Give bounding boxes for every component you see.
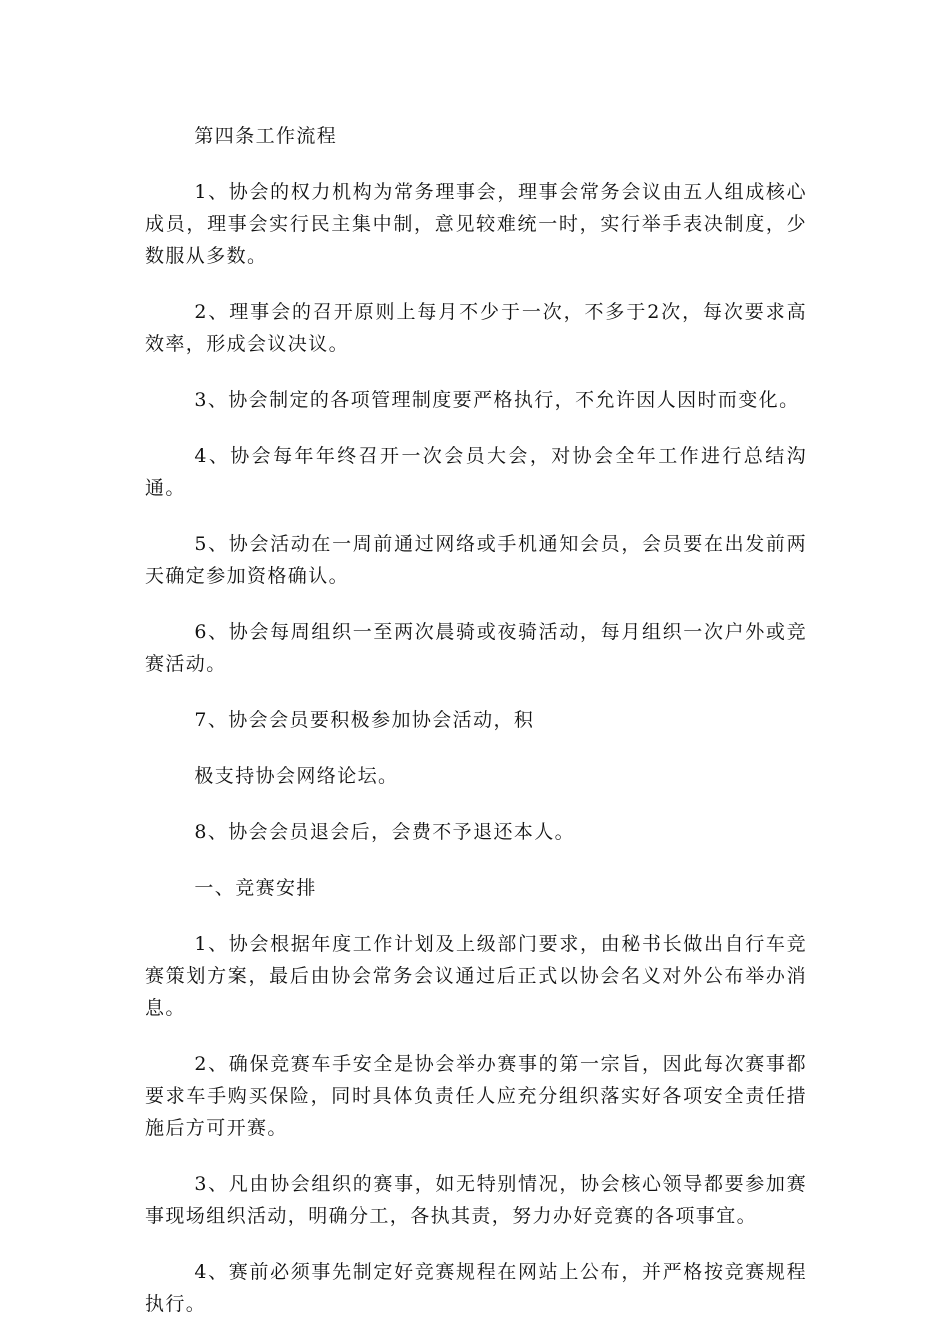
paragraph-workflow-4: 4、协会每年年终召开一次会员大会，对协会全年工作进行总结沟通。 xyxy=(145,445,807,499)
paragraph-workflow-2: 2、理事会的召开原则上每月不少于一次，不多于2次，每次要求高效率，形成会议决议。 xyxy=(145,301,807,355)
paragraph-competition-1: 1、协会根据年度工作计划及上级部门要求，由秘书长做出自行车竞赛策划方案，最后由协会常务会议通过后正式以协会名义对外公布举办消息。 xyxy=(145,933,807,1019)
section-heading-competition: 一、竞赛安排 xyxy=(194,877,317,899)
paragraph-workflow-8: 8、协会会员退会后，会费不予退还本人。 xyxy=(194,821,576,843)
document-body xyxy=(145,120,807,1344)
paragraph-workflow-7a: 7、协会会员要积极参加协会活动，积 xyxy=(194,709,535,731)
paragraph-workflow-5: 5、协会活动在一周前通过网络或手机通知会员，会员要在出发前两天确定参加资格确认。 xyxy=(145,533,807,587)
paragraph-competition-2: 2、确保竞赛车手安全是协会举办赛事的第一宗旨，因此每次赛事都要求车手购买保险，同时具体负责任人应充分组织落实好各项安全责任措施后方可开赛。 xyxy=(145,1053,807,1139)
paragraph-workflow-6: 6、协会每周组织一至两次晨骑或夜骑活动，每月组织一次户外或竞赛活动。 xyxy=(145,621,807,675)
paragraph-competition-4: 4、赛前必须事先制定好竞赛规程在网站上公布，并严格按竞赛规程执行。 xyxy=(145,1261,807,1315)
paragraph-workflow-7b: 极支持协会网络论坛。 xyxy=(194,765,399,787)
paragraph-workflow-1: 1、协会的权力机构为常务理事会，理事会常务会议由五人组成核心成员，理事会实行民主集中制，意见较难统一时，实行举手表决制度，少数服从多数。 xyxy=(145,181,807,267)
paragraph-workflow-3: 3、协会制定的各项管理制度要严格执行，不允许因人因时而变化。 xyxy=(194,389,800,411)
paragraph-competition-3: 3、凡由协会组织的赛事，如无特别情况，协会核心领导都要参加赛事现场组织活动，明确分工，各执其责，努力办好竞赛的各项事宜。 xyxy=(145,1173,807,1227)
section-heading-workflow: 第四条工作流程 xyxy=(194,125,338,147)
